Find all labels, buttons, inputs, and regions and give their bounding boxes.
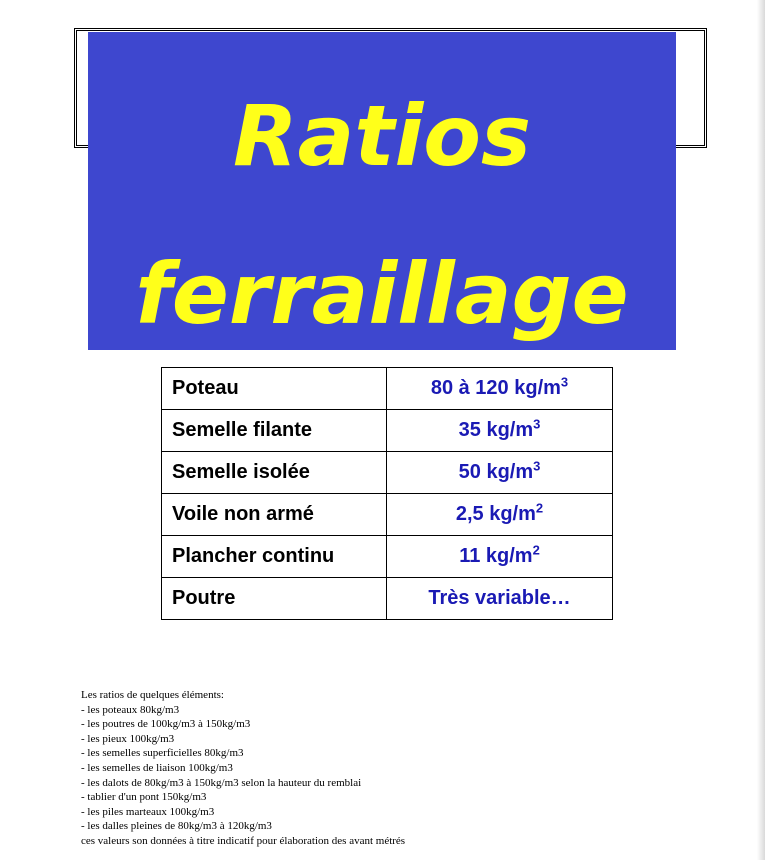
unit-exponent: 2	[535, 500, 544, 516]
table-row	[162, 452, 613, 494]
ratio-value-cell	[387, 578, 613, 620]
list-item: - tablier d'un pont 150kg/m3	[81, 791, 207, 804]
ratio-value: 2,5 kg/m	[455, 503, 536, 525]
table-row	[162, 410, 613, 452]
table-row	[162, 368, 613, 410]
element-cell: Plancher continu	[162, 536, 387, 578]
list-item: - les dalles pleines de 80kg/m3 à 120kg/m3	[81, 820, 272, 833]
unit-exponent: 3	[533, 458, 541, 474]
list-item: - les semelles de liaison 100kg/m3	[81, 761, 233, 774]
unit-exponent: 3	[560, 374, 569, 390]
unit-exponent: 2	[532, 542, 540, 558]
ratio-value: 11 kg/m	[459, 545, 533, 567]
list-item: - les dalots de 80kg/m3 à 150kg/m3 selon la hauteur du remblai	[81, 776, 362, 789]
ratio-value: Très variable…	[428, 587, 571, 609]
ratio-notes	[81, 688, 405, 849]
list-item: - les poutres de 100kg/m3 à 150kg/m3	[81, 718, 251, 731]
ratio-value: 35 kg/m	[458, 419, 534, 441]
title-line-1: Ratios	[232, 87, 532, 185]
ratio-value: 50 kg/m	[458, 461, 534, 483]
list-item: - les poteaux 80kg/m3	[81, 703, 180, 716]
title-line-2: ferraillage	[135, 245, 629, 343]
ratio-value: 80 à 120 kg/m	[430, 377, 561, 399]
element-cell: Semelle isolée	[162, 452, 387, 494]
element-cell: Poteau	[162, 368, 387, 410]
page-edge-shadow	[757, 0, 765, 860]
list-item: - les piles marteaux 100kg/m3	[81, 805, 215, 818]
ratio-value-cell	[387, 536, 613, 578]
title-banner	[88, 32, 676, 350]
notes-heading: Les ratios de quelques éléments:	[81, 689, 224, 701]
ratio-value-cell	[387, 368, 613, 410]
ratio-value-cell	[387, 452, 613, 494]
element-cell: Poutre	[162, 578, 387, 620]
list-item: - les pieux 100kg/m3	[81, 732, 175, 745]
ratio-value-cell	[387, 494, 613, 536]
notes-footer: ces valeurs son données à titre indicatif pour élaboration des avant métrés	[81, 834, 406, 847]
unit-exponent: 3	[533, 416, 541, 432]
ratio-table	[161, 367, 613, 620]
table-row	[162, 578, 613, 620]
table-row	[162, 536, 613, 578]
element-cell: Voile non armé	[162, 494, 387, 536]
element-cell: Semelle filante	[162, 410, 387, 452]
list-item: - les semelles superficielles 80kg/m3	[81, 747, 244, 760]
ratio-value-cell	[387, 410, 613, 452]
table-row	[162, 494, 613, 536]
